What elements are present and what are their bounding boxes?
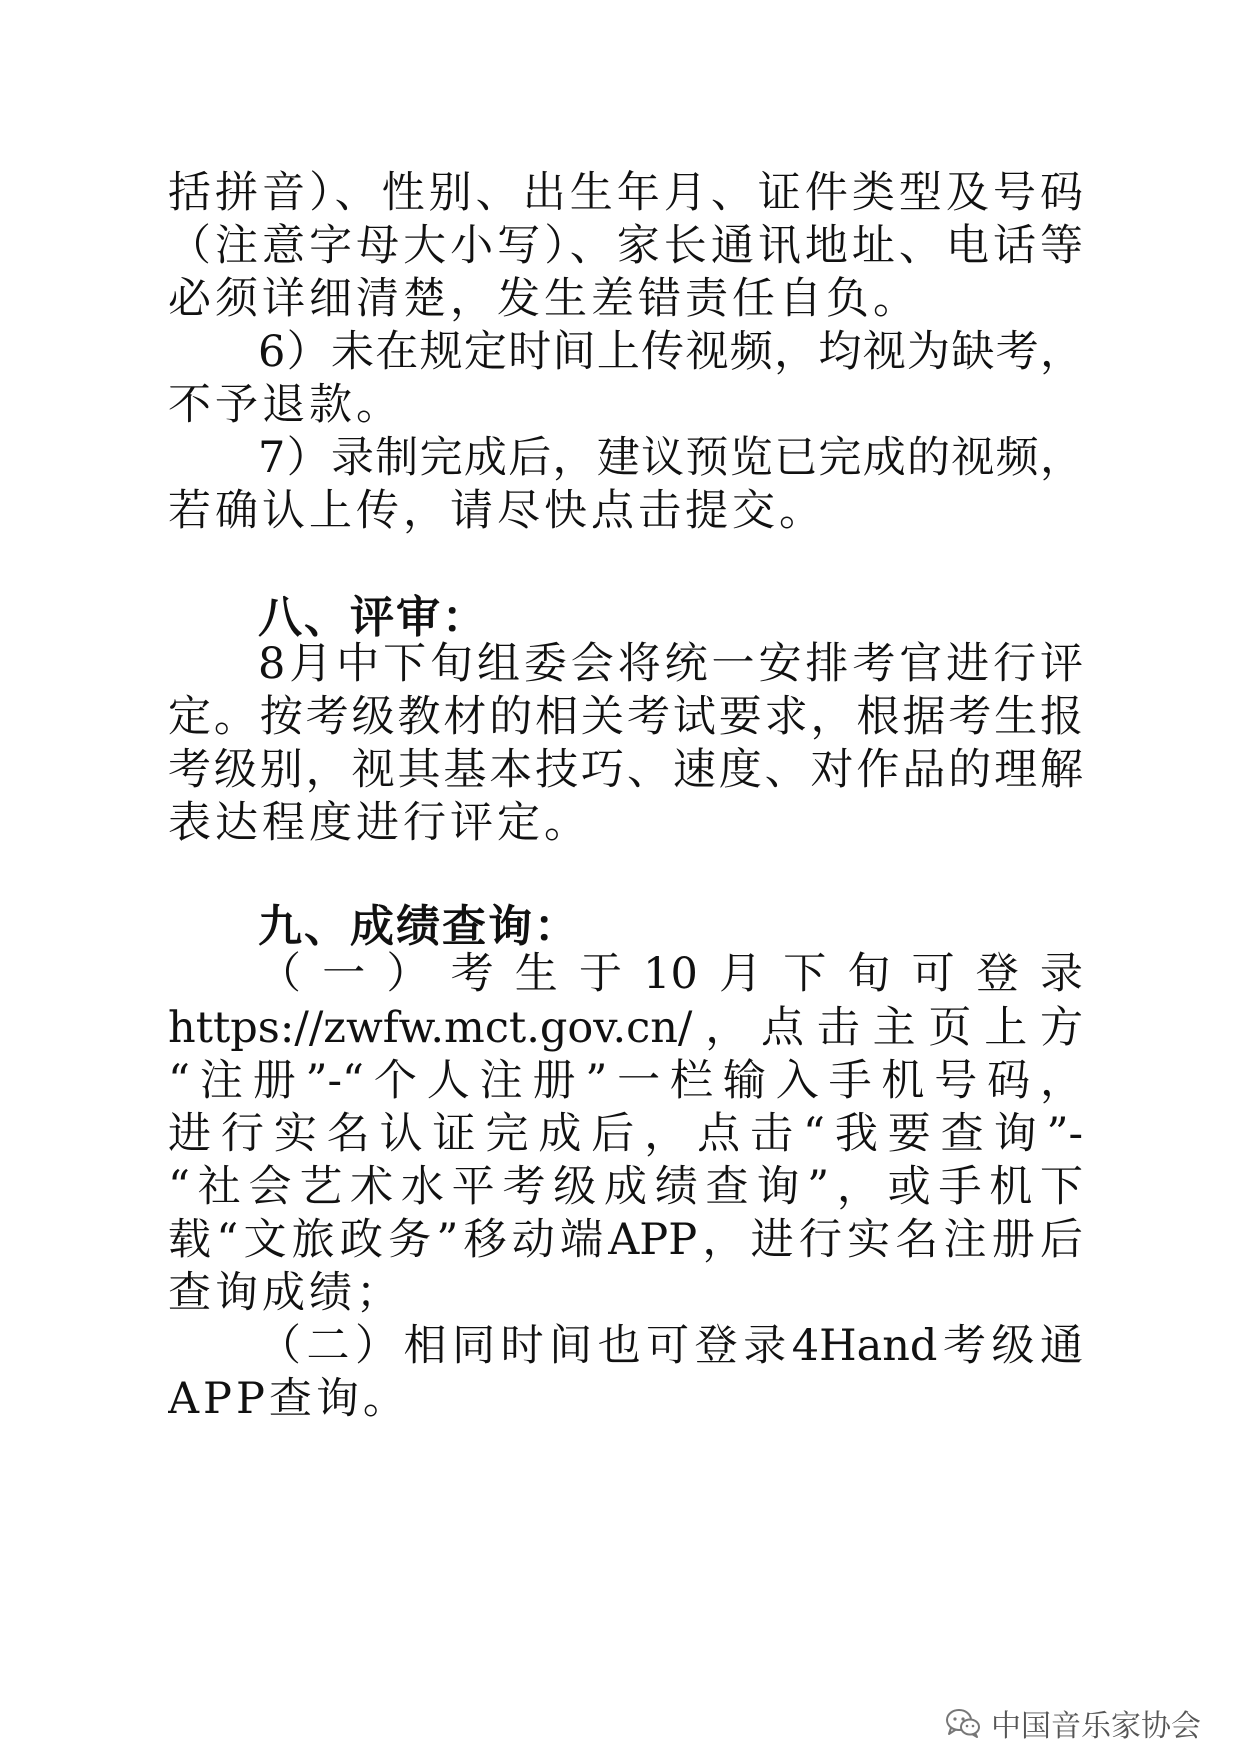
section-heading-review: 八、评审： — [258, 592, 488, 643]
watermark-text: 中国音乐家协会 — [991, 1709, 1201, 1744]
section-heading-results: 九、成绩查询： — [258, 901, 580, 952]
body-line: https://zwfw.mct.gov.cn/，点击主页上方 — [168, 1003, 1083, 1053]
wechat-watermark — [945, 1703, 1201, 1743]
body-line: “注册”-“个人注册”一栏输入手机号码， — [168, 1056, 1083, 1106]
body-line: （注意字母大小写）、家长通讯地址、电话等 — [168, 221, 1083, 271]
body-line: 括拼音）、性别、出生年月、证件类型及号码 — [168, 168, 1083, 218]
body-line: 7）录制完成后，建议预览已完成的视频， — [258, 433, 1083, 483]
body-line: 不予退款。 — [168, 380, 403, 430]
body-line: APP查询。 — [168, 1374, 410, 1424]
body-line: 定。按考级教材的相关考试要求，根据考生报 — [168, 692, 1083, 742]
body-line: （一）考生于10月下旬可登录 — [258, 949, 1083, 999]
body-line: 考级别，视其基本技巧、速度、对作品的理解 — [168, 745, 1083, 795]
body-line: “社会艺术水平考级成绩查询”，或手机下 — [168, 1162, 1083, 1212]
body-line: 表达程度进行评定。 — [168, 798, 591, 848]
body-line: 6）未在规定时间上传视频，均视为缺考， — [258, 327, 1083, 377]
body-line: 进行实名认证完成后，点击“我要查询”- — [168, 1109, 1083, 1159]
wechat-icon — [945, 1708, 981, 1738]
body-line: 查询成绩； — [168, 1268, 403, 1318]
body-line: 若确认上传，请尽快点击提交。 — [168, 486, 826, 536]
body-line: 载“文旅政务”移动端APP，进行实名注册后 — [168, 1215, 1083, 1265]
body-line: （二）相同时间也可登录4Hand考级通 — [258, 1321, 1083, 1371]
body-line: 8月中下旬组委会将统一安排考官进行评 — [258, 639, 1083, 689]
body-line: 必须详细清楚，发生差错责任自负。 — [168, 274, 920, 324]
